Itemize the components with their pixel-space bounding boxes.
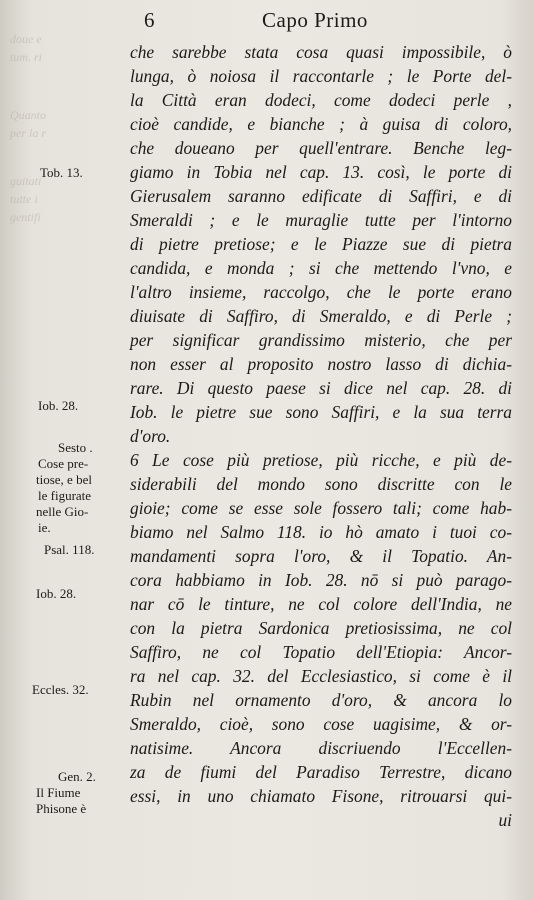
text-line: essi, in uno chiamato Fisone, ritrouarsi qui- [130, 786, 512, 806]
margin-note: tiose, e bel [36, 472, 92, 487]
text-line: Smeraldo, cioè, sono cose uagisime, & or- [130, 714, 512, 734]
text-line: mandamenti sopra l'oro, & il Topatio. An- [130, 546, 512, 566]
bleed-line: tutte i [10, 192, 38, 206]
text-line: cioè candide, e bianche ; à guisa di coloro, [130, 114, 512, 134]
text-line: Smeraldi ; e le muraglie tutte per l'intorno [130, 210, 512, 230]
bleed-line: gentifi [10, 210, 41, 224]
margin-note: Cose pre- [38, 456, 89, 471]
text-line: candida, e monda ; si che mettendo l'vno, e [130, 258, 512, 278]
text-line: Iob. le pietre sue sono Saffiri, e la sua terra [130, 402, 512, 422]
text-line: 6 Le cose più pretiose, più ricche, e più de- [130, 450, 512, 470]
margin-note: Iob. 28. [36, 586, 77, 601]
text-line: la Città eran dodeci, come dodeci perle , [130, 90, 512, 110]
margin-note: Phisone è [36, 801, 87, 816]
text-line: che doueano per quell'entrare. Benche leg- [130, 138, 512, 158]
margin-notes [0, 0, 128, 900]
margin-note: Tob. 13. [40, 165, 83, 180]
text-line: lunga, ò noiosa il raccontarle ; le Porte del- [130, 66, 512, 86]
margin-note: ie. [38, 520, 51, 535]
bleed-line: per la r [10, 126, 46, 140]
text-line: Rubin nel ornamento d'oro, & ancora lo [130, 690, 512, 710]
text-line: gioie; come se esse sole fossero tali; come hab- [130, 498, 512, 518]
margin-note: Sesto . [58, 440, 93, 455]
text-line: che sarebbe stata cosa quasi impossibile, ò [130, 42, 512, 62]
page-number: 6 [144, 8, 155, 32]
text-line: Saffiro, ne col Topatio dell'Etiopia: Ancor- [130, 642, 512, 662]
text-line: giamo in Tobia nel cap. 13. così, le porte di [130, 162, 512, 182]
margin-note: nelle Gio- [36, 504, 89, 519]
text-line: per significar grandissimo misterio, che per [130, 330, 512, 350]
margin-note: Psal. 118. [44, 542, 95, 557]
text-line: nar cō le tinture, ne col colore dell'India, ne [130, 594, 512, 614]
text-line: siderabili del mondo sono discritte con le [130, 474, 512, 494]
margin-note: Gen. 2. [58, 769, 96, 784]
margin-note: Il Fiume [36, 785, 81, 800]
text-line: Gierusalem saranno edificate di Saffiri, e di [130, 186, 512, 206]
text-line: con la pietra Sardonica pretiosissima, ne col [130, 618, 512, 638]
bleed-line: Quanto [10, 108, 46, 122]
margin-note: le figurate [38, 488, 92, 503]
text-line: d'oro. [130, 426, 171, 446]
bleed-line: tum. ri [10, 50, 43, 64]
text-line: biamo nel Salmo 118. io hò amato i tuoi co- [130, 522, 512, 542]
text-line: cora habbiamo in Iob. 28. nō si può parago- [130, 570, 512, 590]
text-line: di pietre pretiose; e le Piazze sue di pietra [130, 234, 512, 254]
bleed-line: guitati [10, 174, 42, 188]
margin-note: Iob. 28. [38, 398, 79, 413]
body-text [130, 40, 512, 832]
catchword: ui [498, 810, 512, 830]
running-head: Capo Primo [262, 8, 368, 32]
text-line: diuisate di Saffiro, di Smeraldo, e di Perle ; [130, 306, 512, 326]
text-line: ra nel cap. 32. del Ecclesiastico, si come è il [130, 666, 512, 686]
text-line: non esser al proposito nostro lasso di dichia- [130, 354, 512, 374]
text-line: natisime. Ancora discriuendo l'Eccellen- [130, 738, 512, 758]
bleed-line: doue e [10, 32, 42, 46]
margin-note: Eccles. 32. [32, 682, 89, 697]
text-line: l'altro insieme, raccolgo, che le porte erano [130, 282, 512, 302]
text-line: rare. Di questo paese si dice nel cap. 28. di [130, 378, 512, 398]
text-line: za de fiumi del Paradiso Terrestre, dicano [130, 762, 512, 782]
